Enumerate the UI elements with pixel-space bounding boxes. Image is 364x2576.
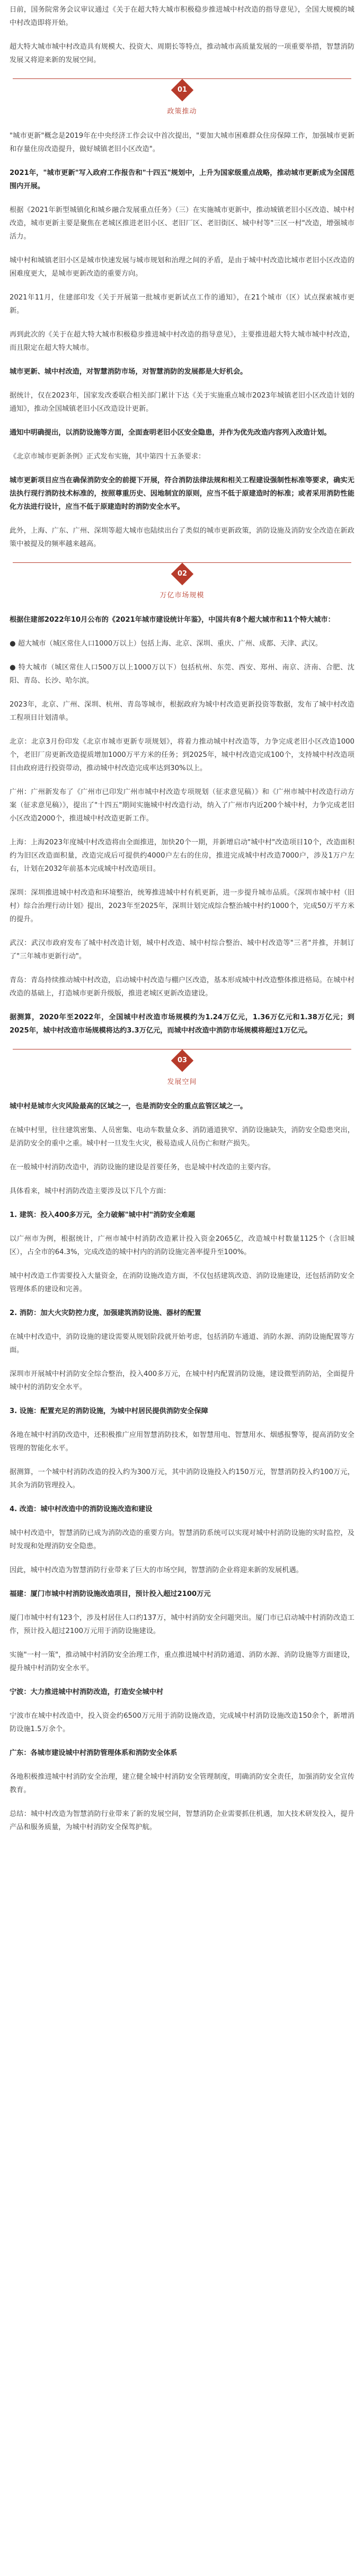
s3-body-6: 据测算，一个城中村消防改造的投入约为300万元，其中消防设施投入约150万元，智慧消防投入约100万元，其余为消防管理投入。 [10, 1468, 354, 1489]
s1-p1: "城市更新"概念是2019年在中央经济工作会议中首次提出，"要加大城市困难群众住房保障工作，加强城市更新和存量住房改造提升，做好城镇老旧小区改造"。 [10, 132, 354, 153]
s3-body-2: 城中村改造工作需要投入大量资金，在消防设施改造方面，不仅包括建筑改造、消防设施建设，还包括消防安全管理体系的建设和完善。 [10, 1272, 354, 1293]
s1-p12: 此外，上海、广东、广州、深圳等超大城市也陆续出台了类似的城市更新政策，消防设施及消防安全改造在新政策中被提及的频率越来越高。 [10, 527, 354, 548]
s2-p6: 武汉：武汉市政府发布了城中村改造计划，城中村改造、城中村综合整治、城中村改造等"三者"并推，并制订了"三年城市更新行动"。 [10, 939, 354, 960]
s2-p7: 青岛：青岛持续推动城中村改造，启动城中村改造与棚户区改造，基本形成城中村改造整体推进格局。在城中村改造的基础上，打造城市更新升级版，推进老城区更新改造建设。 [10, 976, 354, 998]
s1-p4: 城中村和城镇老旧小区是城市快速发展与城市规划和治理之间的矛盾，是由于城中村改造比城市老旧小区改造的困难度更大，是城市更新改造的重要方向。 [10, 257, 354, 278]
section-header-3 [10, 1049, 354, 1086]
s3-body-1: 以广州市为例，根据统计，广州市城中村消防改造累计投入资金2065亿，改造城中村数量1125个（含旧城区），占全市的64.3%，完成改造的城中村内的消防设施完善率提升至100%。 [10, 1235, 354, 1256]
intro-paragraph: 日前，国务院常务会议审议通过《关于在超大特大城市积极稳步推进城中村改造的指导意见》，全国大规模的城中村改造即将开始。 [10, 6, 354, 27]
s1-p7: 城市更新、城中村改造，对智慧消防市场，对智慧消防的发展都是大好机会。 [10, 368, 247, 376]
s2-p2: 北京：北京3月份印发《北京市城市更新专项规划》，将着力推动城中村改造等，力争完成老旧小区改造1000个，老旧厂房更新改造提质增加1000万平方米的任务；到2025年，城中村改造完成100个，支持城中村改造项目由政府进行投资带动，推动城中村改造完成率达到30%以上。 [10, 738, 354, 772]
s2-list-1: ● 超大城市（城区常住人口1000万以上）包括上海、北京、深圳、重庆、广州、成都、天津、武汉。 [10, 640, 322, 648]
s2-p3: 广州：广州新发布了《广州市已印发广州市城中村改造专项规划（征求意见稿）》和《广州市城中村改造行动方案（征求意见稿）》，提出了"十四五"期间实施城中村改造行动，纳入了广州市内近200个城中村，力争完成老旧小区改造2000个，推进城中村改造更新工作。 [10, 788, 354, 823]
s3-sub-2: 2. 消防：加大火灾防控力度，加强建筑消防设施、器材的配置 [10, 1309, 201, 1317]
s2-p8: 据测算，2020年至2022年，全国城中村改造市场规模约为1.24万亿元，1.36万亿元和1.38万亿元；到2025年，城中村改造市场规模将达约3.3万亿元，而城中村改造中消防市场规模将超过1万亿元。 [10, 1013, 354, 1035]
s3-tail-4: 宁波：大力推进城中村消防改造，打造安全城中村 [10, 1688, 164, 1696]
s3-sub-1: 1. 建筑：投入400多万元，全力破解"城中村"消防安全难题 [10, 1211, 196, 1219]
s2-p5: 深圳：深圳推进城中村改造和环境整治，统筹推进城中村有机更新，进一步提升城市品质。《深圳市城中村（旧村）综合治理行动计划》提出，2023年至2025年，深圳计划完成综合整治城中村约1000个，完成50万平方米的提升。 [10, 889, 354, 923]
s3-body-7: 城中村改造中，智慧消防已成为消防改造的重要方向。智慧消防系统可以实现对城中村消防设施的实时监控，及时发现和处理消防安全隐患。 [10, 1529, 354, 1550]
s3-tail-8: 总结：城中村改造为智慧消防行业带来了新的发展空间，智慧消防企业需要抓住机遇，加大技术研发投入，提升产品和服务质量，为城中村消防安全保驾护航。 [10, 1810, 354, 1831]
s3-p4: 具体看来，城中村消防改造主要涉及以下几个方面： [10, 1187, 171, 1195]
s3-tail-5: 宁波市在城中村改造中，投入资金约6500万元用于消防设施改造，完成城中村消防设施改造150余个，新增消防设施1.5万余个。 [10, 1712, 354, 1733]
s1-p8: 据统计，仅在2023年，国家发改委联合相关部门累计下达《关于实施重点城市2023年城镇老旧小区改造计划的通知》，推动全国城镇老旧小区改造设计更新。 [10, 392, 354, 413]
s1-p5: 2021年11月，住建部印发《关于开展第一批城市更新试点工作的通知》，在21个城市（区）试点探索城市更新。 [10, 294, 354, 315]
s3-body-8: 因此，城中村改造为智慧消防行业带来了巨大的市场空间，智慧消防企业将迎来新的发展机遇。 [10, 1566, 303, 1574]
s2-p1: 2023年，北京、广州、深圳、杭州、青岛等城市，根据政府为城中村改造更新投资等数据，发布了城中村改造工程项目计划清单。 [10, 701, 354, 722]
s3-tail-2: 厦门市城中村有123个，涉及村居住人口约137万，城中村消防安全问题突出。厦门市已启动城中村消防改造工作，预计投入超过2100万元用于消防设施建设。 [10, 1614, 354, 1635]
s3-sub-3: 3. 设施：配置充足的消防设施，为城中村居民提供消防安全保障 [10, 1407, 208, 1415]
s2-p4: 上海：上海2023年度城中村改造将由全面推进，加快20个一期，并新增启动"城中村"改造项目10个，改造面积约为旧区改造面积量，改造完成后可提供约4000户左右的住房，推进完成城中村改造7000户，涉及1万户左右，计划在2032年前基本完成城中村改造项目。 [10, 839, 354, 873]
s3-tail-6: 广东：各城市建设城中村消防管理体系和消防安全体系 [10, 1749, 177, 1757]
article-page [0, 3, 364, 2576]
s3-p3: 在一般城中村消防改造中，消防设施的建设是首要任务，也是城中村改造的主要内容。 [10, 1163, 276, 1171]
s3-p2: 在城中村里，往往建筑密集、人员密集、电动车数量众多、消防通道狭窄、消防设施缺失，消防安全隐患突出，是消防安全的重中之重。城中村一旦发生火灾，极易造成人员伤亡和财产损失。 [10, 1126, 354, 1148]
s3-tail-7: 各地积极推进城中村消防安全治理，建立健全城中村消防安全管理制度，明确消防安全责任，加强消防安全宣传教育。 [10, 1773, 354, 1794]
section-title: 发展空间 [167, 1078, 197, 1086]
s1-p3: 根据《2021年新型城镇化和城乡融合发展重点任务》（三）在实施城市更新中，推动城镇老旧小区改造、城中村改造，城市更新主要是聚焦在老城区推进老旧小区、老旧厂区、老旧街区、城中村等"三区一村"改造，增强城市活力。 [10, 206, 354, 241]
s2-list-2: ● 特大城市（城区常住人口500万以上1000万以下）包括杭州、东莞、西安、郑州、南京、济南、合肥、沈阳、青岛、长沙、哈尔滨。 [10, 664, 354, 685]
s1-p2: 2021年，"城市更新"写入政府工作报告和"十四五"规划中，上升为国家级重点战略，推动城市更新成为全国范围内开展。 [10, 169, 354, 190]
s3-tail-1: 福建：厦门市城中村消防设施改造项目，预计投入超过2100万元 [10, 1590, 211, 1598]
s1-p6: 再到此次的《关于在超大特大城市积极稳步推进城中村改造的指导意见》，主要推进超大特大城市城中村改造，而且限定在超大特大城市。 [10, 331, 354, 352]
s3-body-4: 深圳市开展城中村消防安全综合整治，投入400多万元，在城中村内配置消防设施，建设微型消防站，全面提升城中村的消防安全水平。 [10, 1370, 354, 1391]
s1-p9: 通知中明确提出，以消防设施等方面，全面查明老旧小区安全隐患，并作为优先改造内容列入改造计划。 [10, 429, 331, 437]
section-header-2 [10, 562, 354, 599]
s3-body-5: 各地在城中村消防改造中，还积极推广应用智慧消防技术，如智慧用电、智慧用水、烟感报警等，提高消防安全管理的智能化水平。 [10, 1431, 354, 1452]
intro-paragraph-2: 超大特大城市城中村改造具有规模大、投资大、周期长等特点，推动城市高质量发展的一项重要举措，智慧消防发展又将迎来新的发展空间。 [10, 43, 354, 64]
section-number-badge: 01 [171, 79, 193, 101]
section-title: 万亿市场规模 [159, 592, 205, 599]
s1-p11: 城市更新项目应当在确保消防安全的前提下开展，符合消防法律法规和相关工程建设强制性标准等要求，确实无法执行现行消防技术标准的，按照尊重历史、因地制宜的原则，应当不低于原建造时的标准；或者采用消防性能化方法进行设计，应当不低于原建造时的消防安全水平。 [10, 477, 354, 511]
s1-p10: 《北京市城市更新条例》正式发布实施，其中第四十五条要求： [10, 453, 206, 461]
section-title: 政策推动 [167, 108, 197, 116]
section-number-badge: 03 [171, 1049, 193, 1072]
s3-tail-3: 实施"一村一策"，推动城中村消防安全治理工作，重点推进城中村消防通道、消防水源、消防设施等方面建设，提升城中村消防安全水平。 [10, 1651, 354, 1672]
s3-body-3: 在城中村改造中，消防设施的建设需要从规划阶段就开始考虑，包括消防车通道、消防水源、消防设施配置等方面。 [10, 1333, 354, 1354]
section-number-badge: 02 [171, 563, 193, 585]
s3-sub-4: 4. 改造：城中村改造中的消防设施改造和建设 [10, 1505, 153, 1513]
section-header-1 [10, 78, 354, 116]
s2-intro: 根据住建部2022年10月公布的《2021年城市建设统计年鉴》，中国共有8个超大城市和11个特大城市： [10, 616, 335, 624]
s3-p1: 城中村是城市火灾风险最高的区域之一，也是消防安全的重点监管区域之一。 [10, 1102, 247, 1110]
